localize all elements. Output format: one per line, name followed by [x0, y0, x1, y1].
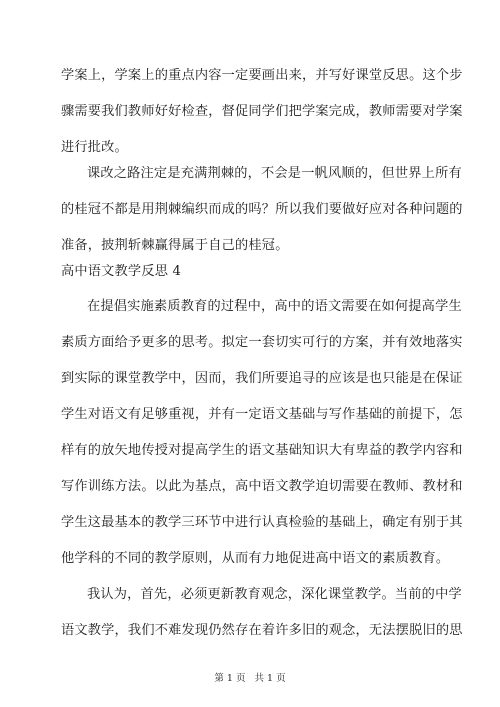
paragraph-line: 的桂冠不都是用荆棘编织而成的吗？所以我们要做好应对各种问题的	[61, 202, 463, 217]
paragraph-line: 准备，披荆斩棘赢得属于自己的桂冠。	[61, 238, 289, 253]
section-heading: 高中语文教学反思 4	[61, 264, 182, 279]
paragraph-line: 学案上，学案上的重点内容一定要画出来，并写好课堂反思。这个步	[61, 68, 463, 83]
page-number: 第 1 页	[214, 673, 246, 684]
paragraph-line: 进行批改。	[61, 140, 128, 155]
paragraph-line: 样有的放矢地传授对提高学生的语文基础知识大有卑益的教学内容和	[61, 443, 463, 458]
paragraph-line: 骤需要我们教师好好检查，督促同学们把学案完成，教师需要对学案	[61, 104, 463, 119]
paragraph-line: 我认为，首先，必须更新教育观念，深化课堂教学。当前的中学	[87, 587, 462, 602]
paragraph-line: 素质方面给予更多的思考。拟定一套切实可行的方案，并有效地落实	[61, 335, 463, 350]
paragraph-line: 语文教学，我们不难发现仍然存在着许多旧的观念，无法摆脱旧的思	[61, 623, 463, 638]
paragraph-line: 学生对语文有足够重视，并有一定语文基础与写作基础的前提下，怎	[61, 407, 463, 422]
paragraph-line: 到实际的课堂教学中，因而，我们所要追寻的应该是也只能是在保证	[61, 371, 463, 386]
paragraph-line: 在提倡实施素质教育的过程中，高中的语文需要在如何提高学生	[87, 299, 462, 314]
paragraph-line: 课改之路注定是充满荆棘的，不会是一帆风顺的，但世界上所有	[87, 166, 462, 181]
page-footer	[0, 673, 500, 685]
page-total: 共 1 页	[254, 673, 286, 684]
paragraph-line: 学生这最基本的教学三环节中进行认真检验的基础上，确定有别于其	[61, 515, 463, 530]
paragraph-line: 写作训练方法。以此为基点，高中语文教学迫切需要在教师、教材和	[61, 479, 463, 494]
paragraph-line: 他学科的不同的教学原则，从而有力地促进高中语文的素质教育。	[61, 551, 450, 566]
